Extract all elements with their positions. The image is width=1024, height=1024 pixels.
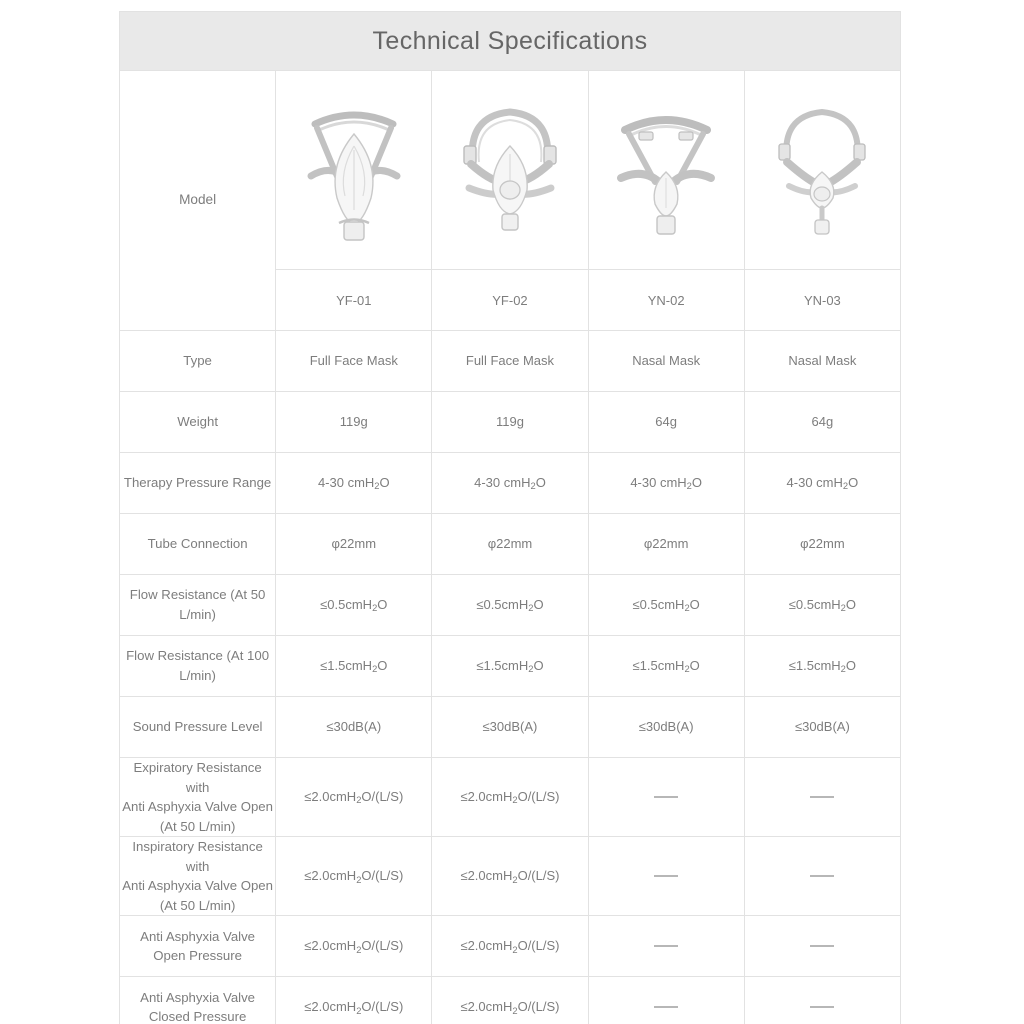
table-row <box>120 916 901 977</box>
cell-value: Full Face Mask <box>276 331 432 392</box>
not-applicable-dash <box>810 1006 834 1008</box>
table-row <box>120 636 901 697</box>
model-code-yf01: YF-01 <box>276 270 432 331</box>
row-label: Inspiratory Resistance with Anti Asphyxia Valve Open (At 50 L/min) <box>120 837 276 916</box>
table-row <box>120 392 901 453</box>
cell-value <box>744 837 900 916</box>
cell-value: φ22mm <box>276 514 432 575</box>
cell-value <box>588 977 744 1024</box>
not-applicable-dash <box>654 796 678 798</box>
not-applicable-dash <box>810 945 834 947</box>
cell-value: ≤30dB(A) <box>432 697 588 758</box>
cell-value: φ22mm <box>432 514 588 575</box>
table-row <box>120 697 901 758</box>
cell-value: ≤2.0cmH$_2$O/(L/S) <box>276 916 432 977</box>
table-row <box>120 977 901 1024</box>
model-image-cell-3 <box>588 71 744 270</box>
table-row <box>120 837 901 916</box>
cell-value: 64g <box>588 392 744 453</box>
row-label: Weight <box>120 392 276 453</box>
cell-value: ≤30dB(A) <box>588 697 744 758</box>
cell-value: φ22mm <box>744 514 900 575</box>
nasal-mask-yn02-icon <box>607 90 725 250</box>
row-label: Anti Asphyxia Valve Closed Pressure <box>120 977 276 1024</box>
not-applicable-dash <box>654 945 678 947</box>
model-image-row <box>120 71 901 270</box>
spec-rows-body <box>120 331 901 1024</box>
cell-value: 64g <box>744 392 900 453</box>
cell-value: ≤2.0cmH$_2$O/(L/S) <box>432 837 588 916</box>
cell-value: ≤30dB(A) <box>276 697 432 758</box>
model-row-label: Model <box>120 71 276 331</box>
cell-value: 4-30 cmH$_2$O <box>744 453 900 514</box>
model-image-cell-2 <box>432 71 588 270</box>
row-label: Flow Resistance (At 100 L/min) <box>120 636 276 697</box>
model-code-yf02: YF-02 <box>432 270 588 331</box>
row-label: Expiratory Resistance with Anti Asphyxia Valve Open (At 50 L/min) <box>120 758 276 837</box>
model-image-cell-4 <box>744 71 900 270</box>
full-face-mask-yf02-icon <box>455 90 565 250</box>
cell-value: ≤1.5cmH$_2$O <box>432 636 588 697</box>
cell-value: ≤1.5cmH$_2$O <box>744 636 900 697</box>
cell-value <box>744 977 900 1024</box>
cell-value: ≤2.0cmH$_2$O/(L/S) <box>276 977 432 1024</box>
not-applicable-dash <box>654 875 678 877</box>
cell-value <box>588 837 744 916</box>
cell-value: Full Face Mask <box>432 331 588 392</box>
cell-value: ≤1.5cmH$_2$O <box>588 636 744 697</box>
model-image-cell-1 <box>276 71 432 270</box>
table-row <box>120 758 901 837</box>
table-row <box>120 331 901 392</box>
cell-value: 4-30 cmH$_2$O <box>588 453 744 514</box>
cell-value: 119g <box>432 392 588 453</box>
table-row <box>120 453 901 514</box>
model-code-yn03: YN-03 <box>744 270 900 331</box>
cell-value: ≤2.0cmH$_2$O/(L/S) <box>432 758 588 837</box>
row-label: Anti Asphyxia Valve Open Pressure <box>120 916 276 977</box>
page-title: Technical Specifications <box>120 12 901 71</box>
cell-value: ≤30dB(A) <box>744 697 900 758</box>
row-label: Type <box>120 331 276 392</box>
not-applicable-dash <box>654 1006 678 1008</box>
cell-value: ≤2.0cmH$_2$O/(L/S) <box>276 837 432 916</box>
not-applicable-dash <box>810 875 834 877</box>
row-label: Sound Pressure Level <box>120 697 276 758</box>
full-face-mask-yf01-icon <box>295 90 413 250</box>
row-label: Tube Connection <box>120 514 276 575</box>
cell-value: ≤0.5cmH$_2$O <box>432 575 588 636</box>
cell-value: 4-30 cmH$_2$O <box>276 453 432 514</box>
cell-value: Nasal Mask <box>744 331 900 392</box>
table-row <box>120 514 901 575</box>
cell-value: ≤0.5cmH$_2$O <box>744 575 900 636</box>
row-label: Flow Resistance (At 50 L/min) <box>120 575 276 636</box>
row-label: Therapy Pressure Range <box>120 453 276 514</box>
cell-value: ≤2.0cmH$_2$O/(L/S) <box>432 916 588 977</box>
table-title-row <box>120 12 901 71</box>
technical-specifications-table <box>119 11 901 1024</box>
cell-value <box>744 916 900 977</box>
cell-value: Nasal Mask <box>588 331 744 392</box>
cell-value <box>744 758 900 837</box>
cell-value <box>588 758 744 837</box>
cell-value: 119g <box>276 392 432 453</box>
table-row <box>120 575 901 636</box>
cell-value: φ22mm <box>588 514 744 575</box>
cell-value: ≤2.0cmH$_2$O/(L/S) <box>276 758 432 837</box>
model-code-yn02: YN-02 <box>588 270 744 331</box>
cell-value <box>588 916 744 977</box>
nasal-mask-yn03-icon <box>767 90 877 250</box>
cell-value: ≤2.0cmH$_2$O/(L/S) <box>432 977 588 1024</box>
cell-value: ≤0.5cmH$_2$O <box>588 575 744 636</box>
cell-value: ≤1.5cmH$_2$O <box>276 636 432 697</box>
cell-value: 4-30 cmH$_2$O <box>432 453 588 514</box>
not-applicable-dash <box>810 796 834 798</box>
cell-value: ≤0.5cmH$_2$O <box>276 575 432 636</box>
